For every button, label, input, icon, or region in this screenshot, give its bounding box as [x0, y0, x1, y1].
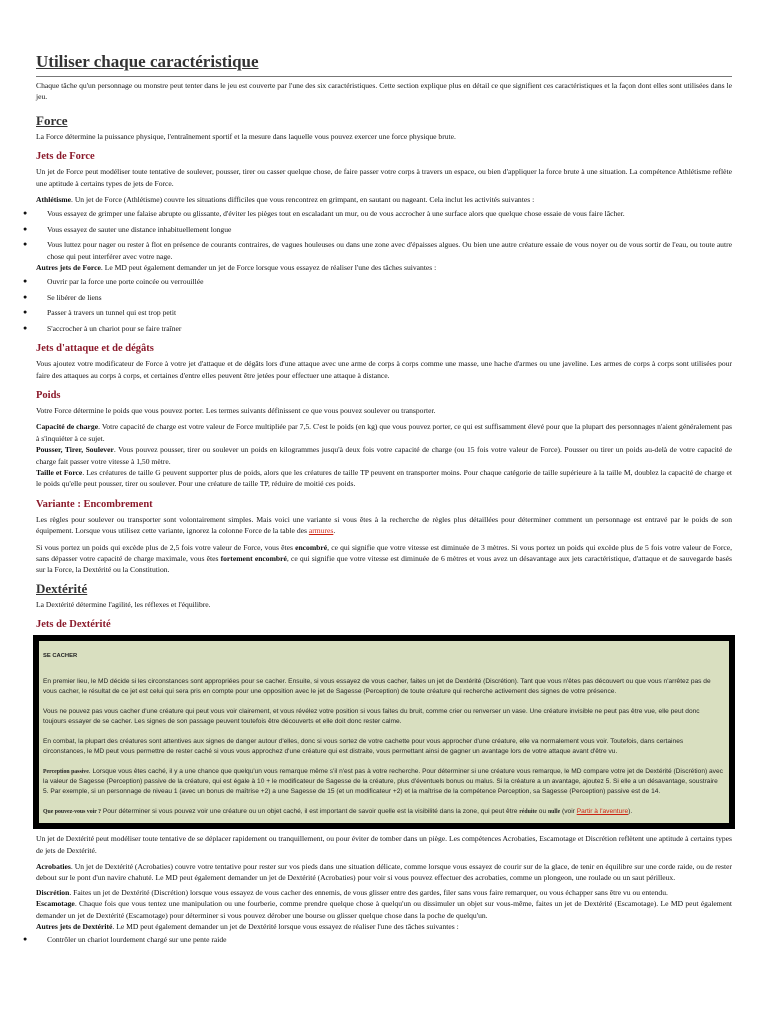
discretion-text: . Faites un jet de Dextérité (Discrétion) lorsque vous essayez de vous cacher des ennemis, de vous glisser entre des gardes, filer sans vous faire remarquer, ou vous échapper sans être vu ou entendu. — [69, 887, 668, 897]
discretion-paragraph — [36, 887, 732, 898]
athletisme-label: Athlétisme — [36, 195, 72, 205]
que-voir-end: ). — [628, 808, 633, 816]
document-page — [36, 0, 732, 946]
variante-paragraph-2 — [36, 542, 732, 576]
fortement-encombre-term: fortement encombré — [220, 553, 287, 563]
jets-dex-paragraph: Un jet de Dextérité peut modéliser toute tentative de se déplacer rapidement ou tranquillement, ou pour éviter de tomber dans un piège. Les compétences Acrobaties, Escamotage et Discrétion reflètent une aptitude à certains types de jets de Dextérité. — [36, 834, 732, 855]
escamotage-text: . Chaque fois que vous tentez une manipulation ou une fourberie, comme prendre quelque chose à quelqu'un ou dissimuler un objet sur vous-même, faites un jet de Dextérité (Escamotage). Le MD peut également demander un jet de Dextérité (Escamotage) pour déterminer si vous pouvez dérober une bourse ou glisser quelque chose dans la poche de quelqu'un. — [36, 899, 732, 920]
voir-text: (voir — [560, 808, 577, 816]
que-voir-text: Pour déterminer si vous pouvez voir une créature ou un objet caché, il est important de savoir quelle est la visibilité dans la zone, qui peut être — [101, 808, 520, 816]
sidebar-paragraph — [43, 807, 723, 817]
poids-heading: Poids — [36, 389, 61, 401]
page-title: Utiliser chaque caractéristique — [36, 52, 259, 71]
autres-force-label: Autres jets de Force — [36, 263, 101, 273]
encombre-term: encombré — [295, 542, 328, 552]
autres-dex-label: Autres jets de Dextérité — [36, 922, 113, 932]
poids-paragraph: Votre Force détermine le poids que vous pouvez porter. Les termes suivants définissent ce que vous pouvez soulever ou transporter. — [36, 405, 436, 415]
pousser-label: Pousser, Tirer, Soulever — [36, 445, 114, 455]
sidebar-paragraph: Vous ne pouvez pas vous cacher d'une créature qui peut vous voir clairement, et vous révélez votre position si vous faites du bruit, comme crier ou renverser un vase. Une créature invisible ne peut pas être vue, elle peut donc toujours essayer de se cacher. Les signes de son passage peuvent toutefois être découverts et elle doit donc rester calme. — [43, 708, 700, 726]
taille-text: . Les créatures de taille G peuvent supporter plus de poids, alors que les créatures de taille TP peuvent en transporter moins. Pour chaque catégorie de taille supérieure à la taille M, doublez la capacité de charge et le poids qu'elle peut pousser, tirer ou soulever. Pour une créature de taille TP, réduire de moitié ces poids. — [36, 467, 732, 489]
athletisme-text: . Un jet de Force (Athlétisme) couvre les situations difficiles que vous rencontrez en grimpant, en sautant ou nageant. Cela inclut les activités suivantes : — [71, 195, 535, 205]
capacite-label: Capacité de charge — [36, 422, 99, 432]
partir-aventure-link[interactable]: Partir à l'aventure — [576, 808, 629, 816]
jets-dex-heading: Jets de Dextérité — [36, 619, 111, 631]
intro-paragraph: Chaque tâche qu'un personnage ou monstre peut tenter dans le jeu est couverte par l'une des six caractéristiques. Cette section explique plus en détail ce que signifient ces caractéristiques et la façon dont elles sont utilisées dans le jeu. — [36, 81, 732, 102]
autres-force-text: . Le MD peut également demander un jet de Force lorsque vous essayez de réaliser l'une des tâches suivantes : — [100, 263, 437, 273]
perception-passive-text: . Lorsque vous êtes caché, il y a une chance que quelqu'un vous remarque même s'il n'est pas à votre recherche. Pour déterminer si une créature vous remarque, le MD compare votre jet de Dextérité (Discrétion) avec la valeur de Sagesse (Perception) passive de la créature, qui est égale à 10 + le modificateur de Sagesse de la créature, plus d'éventuels bonus ou malus. Si la créature a un avantage, ajoutez 5. Si elle a un désavantage, soustraire 5. Par exemple, si un personnage de niveau 1 (avec un bonus de maîtrise +2) a une Sagesse de 15 (et un modificateur +2) et la maîtrise de la compétence Perception, sa Sagesse (Perception) passive est de 14. — [43, 768, 723, 796]
variante-text-b: . — [333, 526, 336, 536]
perception-passive-label: Perception passive — [43, 769, 89, 776]
variante-p2-c: , ce qui signifie que votre vitesse est diminuée de 6 mètres et vous avez un désavantage aux jets caractéristique, d'attaque et de sauvegarde basés sur la Force, la Dextérité ou la Constitution. — [36, 553, 732, 575]
list-item: ● Vous luttez pour nager ou rester à flot en présence de courants contraires, de vagues houleuses ou dans une zone avec d'épaisses algues. Ou bien une autre créature essaie de vous noyer ou de vous sortir de l'eau, ou toute autre chose qui peut interférer avec votre nage. — [36, 239, 732, 262]
escamotage-label: Escamotage — [36, 899, 75, 909]
athletisme-list — [36, 208, 732, 262]
list-item: ● Vous essayez de grimper une falaise abrupte ou glissante, d'éviter les pièges tout en escaladant un mur, ou de vous accrocher à une surface alors que quelque chose essaie de vous faire lâcher. — [36, 208, 732, 219]
armures-link[interactable]: armures — [308, 526, 334, 536]
variante-paragraph-1 — [36, 514, 732, 537]
jets-force-heading: Jets de Force — [36, 151, 95, 163]
acrobaties-text: . Un jet de Dextérité (Acrobaties) couvre votre tentative pour rester sur vos pieds dans une situation délicate, comme lorsque vous essayez de courir sur de la glace, de tenir en équilibre sur une corde raide, ou de rester debout sur le pont d'un navire chahuté. Le MD peut également demander un jet de Dextérité (Acrobaties) pour voir si vous pouvez effectuer des acrobaties, comme un plongeon, une roulade ou un saut périlleux. — [36, 862, 732, 883]
sidebar-title: SE CACHER — [43, 653, 78, 660]
force-description: La Force détermine la puissance physique, l'entraînement sportif et la mesure dans laquelle vous pouvez exercer une force physique brute. — [36, 131, 456, 141]
list-item: ● S'accrocher à un chariot pour se faire traîner — [36, 323, 732, 334]
escamotage-paragraph — [36, 898, 732, 921]
acrobaties-label: Acrobaties — [36, 862, 71, 871]
list-item: ● Passer à travers un tunnel qui est trop petit — [36, 307, 732, 318]
list-item: ● Se libérer de liens — [36, 292, 732, 303]
autres-dex-list — [36, 934, 732, 945]
autres-dex-paragraph — [36, 921, 732, 932]
sidebar-paragraph: En premier lieu, le MD décide si les circonstances sont appropriées pour se cacher. Ensuite, si vous essayez de vous cacher, faites un jet de Dextérité (Discrétion). Tant que vous n'êtes pas découvert ou que vous n'arrêtez pas de vous cacher, le résultat de ce jet est celui qui sera pris en compte pour une opposition avec le jet de Sagesse (Perception) de toute créature qui recherche activement des signes de votre présence. — [43, 678, 711, 696]
discretion-label: Discrétion — [36, 887, 70, 897]
list-item: ● Vous essayez de sauter une distance inhabituellement longue — [36, 224, 732, 235]
variante-heading: Variante : Encombrement — [36, 498, 153, 510]
title-rule — [36, 76, 732, 77]
autres-force-list — [36, 276, 732, 334]
sidebar-paragraph — [43, 767, 723, 797]
ou-text: ou — [536, 808, 548, 816]
acrobaties-paragraph — [36, 861, 732, 884]
sidebar-paragraph: En combat, la plupart des créatures sont attentives aux signes de danger autour d'elles, donc si vous sortez de votre cachette pour vous approcher d'une créature, elle va normalement vous voir. Toutefois, dans certaines circonstances, le MD peut vous permettre de rester caché si vous vous approchez d'une créature qui est distraite, vous permettant ainsi de gagner un avantage lors de votre attaque avant d'être vu. — [43, 738, 684, 756]
capacite-paragraph — [36, 421, 732, 444]
pousser-paragraph — [36, 444, 732, 467]
list-item: ● Ouvrir par la force une porte coincée ou verrouillée — [36, 276, 732, 287]
que-voir-label: Que pouvez-vous voir ? — [43, 809, 102, 816]
autres-dex-text: . Le MD peut également demander un jet de Dextérité lorsque vous essayez de réaliser l'une des tâches suivantes : — [112, 922, 459, 932]
list-item: ● Contrôler un chariot lourdement chargé sur une pente raide — [36, 934, 732, 945]
autres-force-paragraph — [36, 262, 732, 273]
dexterite-description: La Dextérité détermine l'agilité, les réflexes et l'équilibre. — [36, 599, 211, 609]
se-cacher-sidebar — [33, 635, 735, 829]
variante-p2-a: Si vous portez un poids qui excède plus de 2,5 fois votre valeur de Force, vous êtes — [36, 542, 296, 552]
pousser-text: . Vous pouvez pousser, tirer ou soulever un poids en kilogrammes jusqu'à deux fois votre capacité de charge (ou 15 fois votre valeur de Force). Pousser ou tirer un poids au-delà de votre capacité de charge fait passer votre vitesse à 1,50 mètre. — [36, 445, 732, 466]
attaque-paragraph: Vous ajoutez votre modificateur de Force à votre jet d'attaque et de dégâts lors d'une attaque avec une arme de corps à corps comme une masse, une hache d'armes ou une javeline. Les armes de corps à corps sont utilisées pour faire des attaques au corps à corps, et certaines d'entre elles peuvent être jetées pour effectuer une attaque à distance. — [36, 359, 732, 380]
capacite-text: . Votre capacité de charge est votre valeur de Force multipliée par 7,5. C'est le poids (en kg) que vous pouvez porter, ce qui est suffisamment élevé pour que la plupart des personnages n'aient généralement pas à s'inquiéter à ce sujet. — [36, 422, 733, 443]
dexterite-heading: Dextérité — [36, 580, 88, 596]
attaque-heading: Jets d'attaque et de dégâts — [36, 343, 154, 355]
variante-text-a: Les règles pour soulever ou transporter sont volontairement simples. Mais voici une variante si vous êtes à la recherche de règles plus détaillées pour déterminer comment un personnage est entravé par le poids de son équipement. Lorsque vous utilisez cette variante, ignorez la colonne Force de la table des — [36, 514, 732, 536]
taille-paragraph — [36, 467, 732, 490]
reduite-term: réduite — [519, 809, 537, 816]
nulle-term: nulle — [547, 809, 561, 816]
variante-p2-b: , ce qui signifie que votre vitesse est diminuée de 3 mètres. Si vous portez un poids qui excède plus de 5 fois votre valeur de Force, sans dépasser votre capacité de charge maximale, vous êtes — [36, 542, 732, 563]
force-heading: Force — [36, 112, 68, 128]
athletisme-paragraph — [36, 194, 732, 205]
jets-force-paragraph: Un jet de Force peut modéliser toute tentative de soulever, pousser, tirer ou casser quelque chose, de faire passer votre corps à travers un espace, ou bien d'appliquer la force brute à une situation. La compétence Athlétisme reflète une aptitude à certains types de jets de Force. — [36, 167, 732, 188]
taille-label: Taille et Force — [36, 467, 83, 477]
